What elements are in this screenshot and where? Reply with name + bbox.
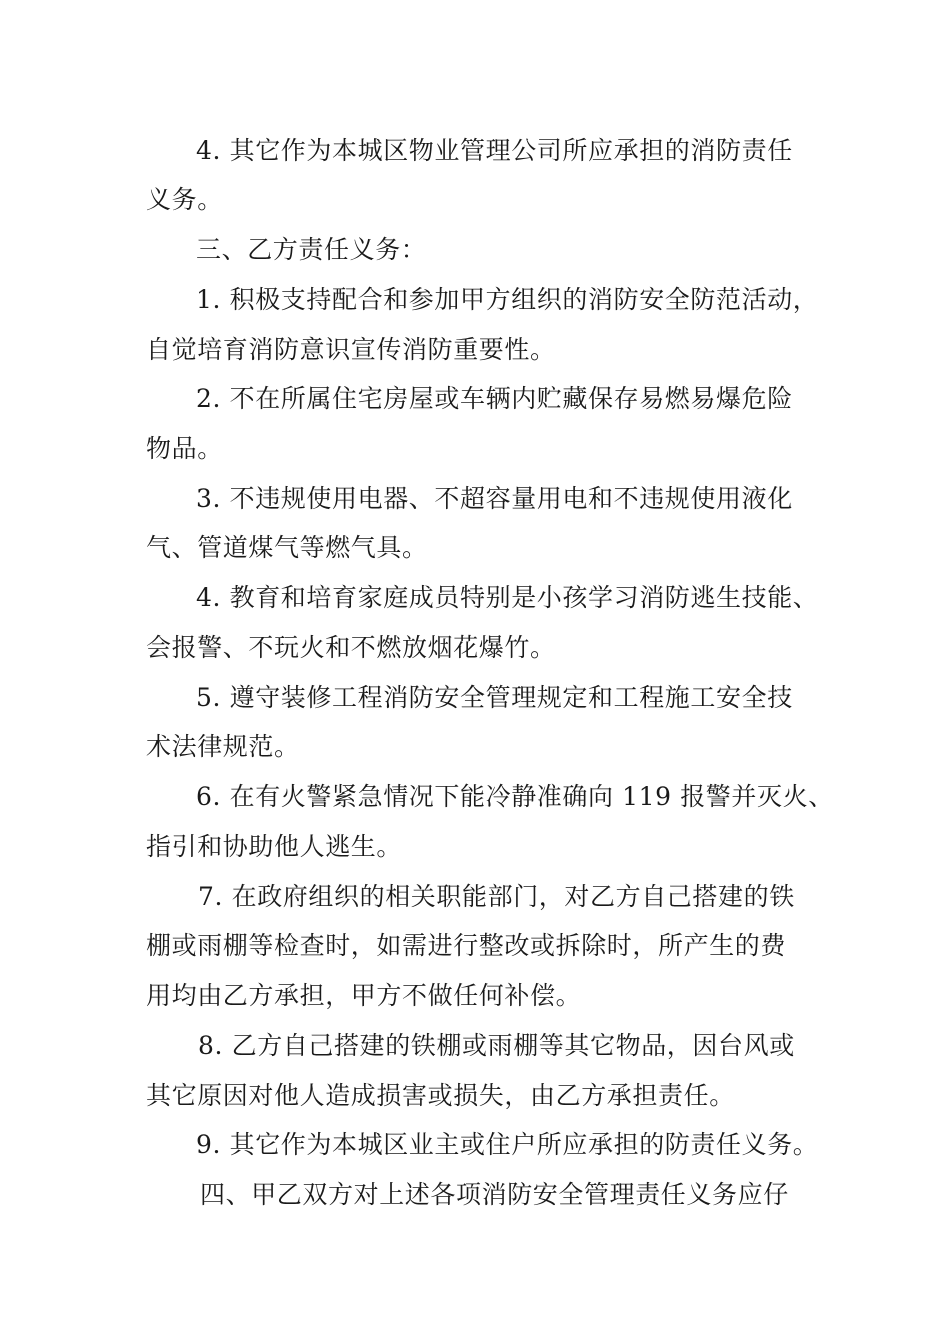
paragraph-line: 1. 积极支持配合和参加甲方组织的消防安全防范活动， — [196, 285, 819, 314]
paragraph-line: 用均由乙方承担，甲方不做任何补偿。 — [146, 981, 582, 1010]
paragraph-line: 物品。 — [146, 434, 223, 463]
paragraph-line: 义务。 — [146, 185, 223, 214]
paragraph-line: 指引和协助他人逃生。 — [146, 832, 403, 861]
paragraph-line: 自觉培育消防意识宣传消防重要性。 — [146, 335, 556, 364]
section-heading: 三、乙方责任义务： — [196, 235, 427, 264]
paragraph-line: 8. 乙方自己搭建的铁棚或雨棚等其它物品，因台风或 — [198, 1031, 795, 1060]
paragraph-line: 棚或雨棚等检查时，如需进行整改或拆除时，所产生的费 — [146, 931, 787, 960]
paragraph-line: 其它原因对他人造成损害或损失，由乙方承担责任。 — [146, 1081, 735, 1110]
paragraph-line: 术法律规范。 — [146, 732, 300, 761]
paragraph-line: 5. 遵守装修工程消防安全管理规定和工程施工安全技 — [196, 683, 793, 712]
paragraph-line: 7. 在政府组织的相关职能部门，对乙方自己搭建的铁 — [198, 882, 795, 911]
paragraph-line: 6. 在有火警紧急情况下能冷静准确向 119 报警并灭火、 — [196, 782, 834, 811]
paragraph-line: 会报警、不玩火和不燃放烟花爆竹。 — [146, 633, 556, 662]
paragraph-line: 9. 其它作为本城区业主或住户所应承担的防责任义务。 — [196, 1130, 819, 1159]
paragraph-line: 3. 不违规使用电器、不超容量用电和不违规使用液化 — [196, 484, 793, 513]
paragraph-line: 4. 教育和培育家庭成员特别是小孩学习消防逃生技能、 — [196, 583, 819, 612]
section-heading: 四、甲乙双方对上述各项消防安全管理责任义务应仔 — [200, 1180, 789, 1209]
paragraph-line: 气、管道煤气等燃气具。 — [146, 533, 428, 562]
paragraph-line: 2. 不在所属住宅房屋或车辆内贮藏保存易燃易爆危险 — [196, 384, 793, 413]
paragraph-line: 4. 其它作为本城区物业管理公司所应承担的消防责任 — [196, 136, 793, 165]
